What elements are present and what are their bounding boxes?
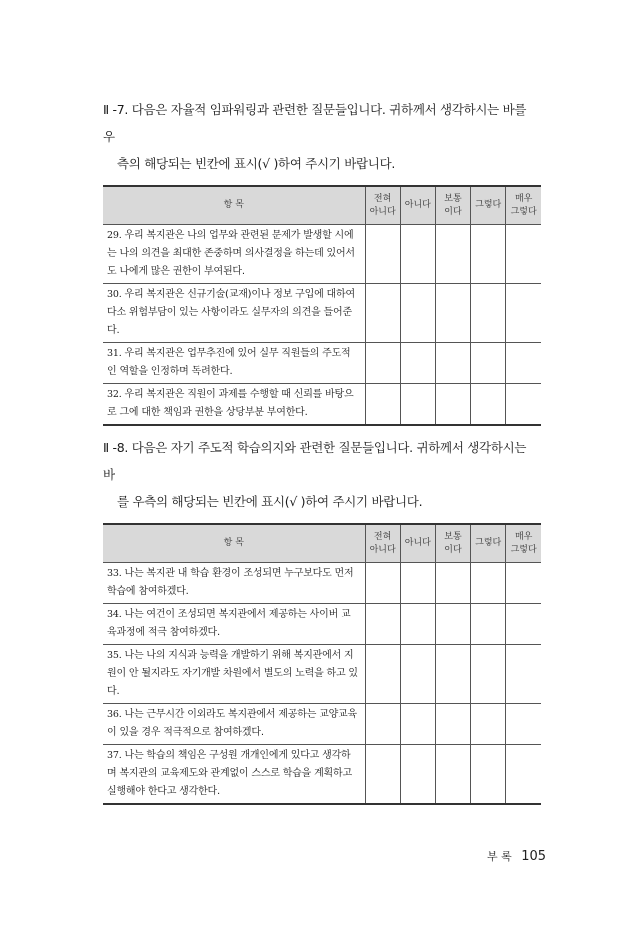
header-option-neutral: 보통 이다 xyxy=(435,186,470,225)
answer-cell[interactable] xyxy=(471,604,506,645)
question-number: 35. xyxy=(107,650,122,661)
answer-cell[interactable] xyxy=(506,745,541,805)
answer-cell[interactable] xyxy=(435,704,470,745)
answer-cell[interactable] xyxy=(506,284,541,343)
answer-cell[interactable] xyxy=(471,384,506,426)
answer-cell[interactable] xyxy=(365,225,400,284)
table-row xyxy=(103,645,541,704)
header-option-strongly-disagree: 전혀 아니다 xyxy=(365,186,400,225)
answer-cell[interactable] xyxy=(400,284,435,343)
header-option-strongly-agree: 매우 그렇다 xyxy=(506,186,541,225)
question-text: 35. 나는 나의 지식과 능력을 개발하기 위해 복지관에서 지원이 안 될지라도 자기개발 차원에서 별도의 노력을 하고 있다. xyxy=(103,645,365,704)
question-number: 34. xyxy=(107,609,122,620)
question-text: 32. 우리 복지관은 직원이 과제를 수행할 때 신뢰를 바탕으로 그에 대한 책임과 권한을 상당부분 부여한다. xyxy=(103,384,365,426)
section-heading-line1: Ⅱ -7. 다음은 자율적 임파워링과 관련한 질문들입니다. 귀하께서 생각하시는 바를 우 xyxy=(103,102,527,144)
answer-cell[interactable] xyxy=(506,704,541,745)
table-row xyxy=(103,745,541,805)
header-option-disagree: 아니다 xyxy=(400,186,435,225)
answer-cell[interactable] xyxy=(435,384,470,426)
question-number: 31. xyxy=(107,348,122,359)
answer-cell[interactable] xyxy=(400,745,435,805)
section-heading-line2: 를 우측의 해당되는 빈칸에 표시(√ )하여 주시기 바랍니다. xyxy=(117,494,423,509)
answer-cell[interactable] xyxy=(365,604,400,645)
page-number: 105 xyxy=(521,849,547,864)
answer-cell[interactable] xyxy=(400,343,435,384)
answer-cell[interactable] xyxy=(471,225,506,284)
answer-cell[interactable] xyxy=(471,645,506,704)
answer-cell[interactable] xyxy=(471,563,506,604)
question-number: 30. xyxy=(107,289,122,300)
answer-cell[interactable] xyxy=(435,225,470,284)
survey-table xyxy=(103,185,541,426)
table-row xyxy=(103,343,541,384)
answer-cell[interactable] xyxy=(435,745,470,805)
answer-cell[interactable] xyxy=(365,704,400,745)
section-heading xyxy=(103,434,541,515)
answer-cell[interactable] xyxy=(400,384,435,426)
answer-cell[interactable] xyxy=(365,563,400,604)
section-heading-line2: 측의 해당되는 빈칸에 표시(√ )하여 주시기 바랍니다. xyxy=(117,156,396,171)
question-text: 31. 우리 복지관은 업무추진에 있어 실무 직원들의 주도적인 역할을 인정하며 독려한다. xyxy=(103,343,365,384)
answer-cell[interactable] xyxy=(435,284,470,343)
section-heading xyxy=(103,96,541,177)
question-text: 30. 우리 복지관은 신규기술(교재)이나 정보 구입에 대하여 다소 위험부담이 있는 사항이라도 실무자의 의견을 들어준다. xyxy=(103,284,365,343)
table-header-row xyxy=(103,186,541,225)
table-row xyxy=(103,384,541,426)
header-option-agree: 그렇다 xyxy=(471,186,506,225)
answer-cell[interactable] xyxy=(400,645,435,704)
header-item: 항 목 xyxy=(103,524,365,563)
answer-cell[interactable] xyxy=(400,225,435,284)
answer-cell[interactable] xyxy=(471,284,506,343)
answer-cell[interactable] xyxy=(365,343,400,384)
answer-cell[interactable] xyxy=(506,645,541,704)
answer-cell[interactable] xyxy=(435,563,470,604)
answer-cell[interactable] xyxy=(400,563,435,604)
question-number: 32. xyxy=(107,389,122,400)
answer-cell[interactable] xyxy=(471,745,506,805)
section-ii-8 xyxy=(103,434,541,805)
question-text: 29. 우리 복지관은 나의 업무와 관련된 문제가 발생할 시에는 나의 의견을 최대한 존중하며 의사결정을 하는데 있어서도 나에게 많은 권한이 부여된다. xyxy=(103,225,365,284)
question-number: 29. xyxy=(107,230,122,241)
answer-cell[interactable] xyxy=(365,645,400,704)
answer-cell[interactable] xyxy=(506,563,541,604)
question-text: 36. 나는 근무시간 이외라도 복지관에서 제공하는 교양교육이 있을 경우 적극적으로 참여하겠다. xyxy=(103,704,365,745)
question-number: 36. xyxy=(107,709,122,720)
question-text: 37. 나는 학습의 책임은 구성원 개개인에게 있다고 생각하며 복지관의 교육제도와 관계없이 스스로 학습을 계획하고 실행해야 한다고 생각한다. xyxy=(103,745,365,805)
question-number: 37. xyxy=(107,750,122,761)
question-text: 33. 나는 복지관 내 학습 환경이 조성되면 누구보다도 먼저 학습에 참여하겠다. xyxy=(103,563,365,604)
header-option-neutral: 보통 이다 xyxy=(435,524,470,563)
table-row xyxy=(103,604,541,645)
answer-cell[interactable] xyxy=(365,284,400,343)
question-number: 33. xyxy=(107,568,122,579)
answer-cell[interactable] xyxy=(400,704,435,745)
header-item: 항 목 xyxy=(103,186,365,225)
section-ii-7 xyxy=(103,96,541,426)
answer-cell[interactable] xyxy=(506,384,541,426)
answer-cell[interactable] xyxy=(471,704,506,745)
answer-cell[interactable] xyxy=(435,604,470,645)
header-option-agree: 그렇다 xyxy=(471,524,506,563)
page-footer xyxy=(487,848,546,864)
answer-cell[interactable] xyxy=(435,645,470,704)
header-option-disagree: 아니다 xyxy=(400,524,435,563)
section-heading-line1: Ⅱ -8. 다음은 자기 주도적 학습의지와 관련한 질문들입니다. 귀하께서 생각하시는 바 xyxy=(103,440,527,482)
table-row xyxy=(103,563,541,604)
answer-cell[interactable] xyxy=(506,343,541,384)
answer-cell[interactable] xyxy=(400,604,435,645)
table-row xyxy=(103,704,541,745)
answer-cell[interactable] xyxy=(435,343,470,384)
table-header-row xyxy=(103,524,541,563)
table-row xyxy=(103,225,541,284)
answer-cell[interactable] xyxy=(471,343,506,384)
table-row xyxy=(103,284,541,343)
answer-cell[interactable] xyxy=(506,225,541,284)
header-option-strongly-disagree: 전혀 아니다 xyxy=(365,524,400,563)
answer-cell[interactable] xyxy=(365,745,400,805)
header-option-strongly-agree: 매우 그렇다 xyxy=(506,524,541,563)
survey-table xyxy=(103,523,541,805)
footer-label: 부 록 xyxy=(487,850,512,863)
answer-cell[interactable] xyxy=(365,384,400,426)
answer-cell[interactable] xyxy=(506,604,541,645)
question-text: 34. 나는 여건이 조성되면 복지관에서 제공하는 사이버 교육과정에 적극 참여하겠다. xyxy=(103,604,365,645)
